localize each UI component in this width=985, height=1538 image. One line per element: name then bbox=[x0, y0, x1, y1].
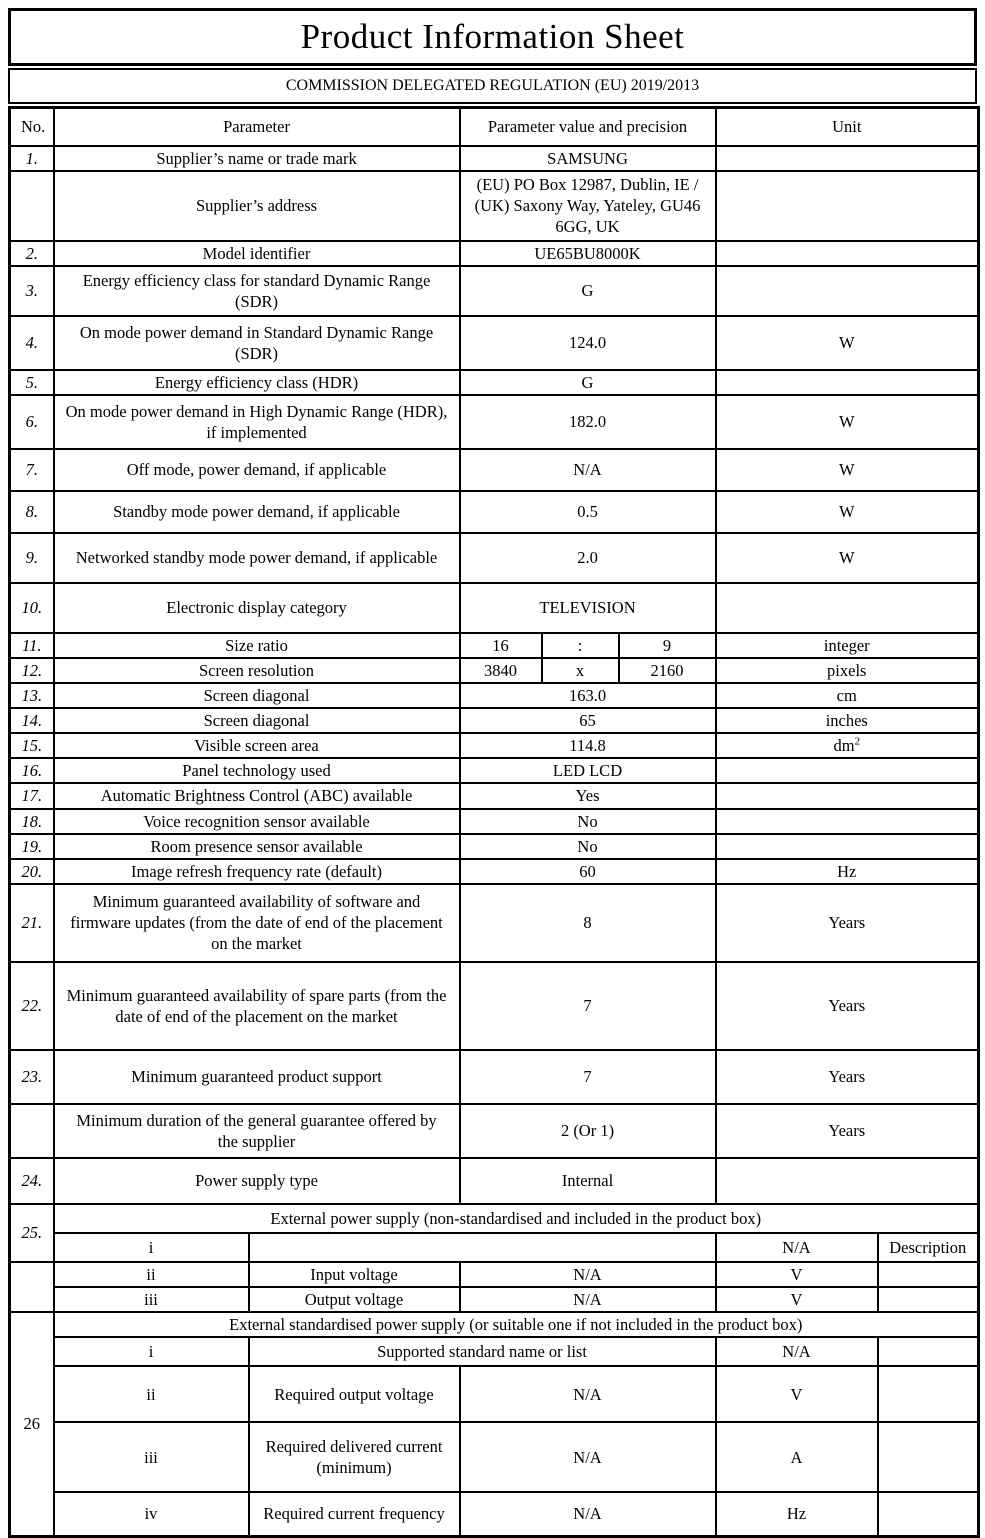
column-header-parameter: Parameter bbox=[54, 108, 460, 146]
cell-parameter: Required delivered current (minimum) bbox=[249, 1422, 460, 1492]
cell-unit bbox=[716, 758, 979, 783]
cell-unit: integer bbox=[716, 633, 979, 658]
cell-parameter: Standby mode power demand, if applicable bbox=[54, 491, 460, 533]
row-7 bbox=[10, 449, 979, 491]
cell-value: 2 (Or 1) bbox=[460, 1104, 716, 1158]
cell-description: Description bbox=[878, 1233, 979, 1262]
row-23 bbox=[10, 1050, 979, 1104]
cell-parameter: On mode power demand in High Dynamic Range (HDR), if implemented bbox=[54, 395, 460, 449]
cell-unit bbox=[716, 171, 979, 241]
cell-no: 20. bbox=[10, 859, 54, 884]
cell-value: 163.0 bbox=[460, 683, 716, 708]
row-26-header bbox=[10, 1312, 979, 1337]
cell-value: G bbox=[460, 370, 716, 395]
cell-value-b: 9 bbox=[619, 633, 716, 658]
cell-description bbox=[878, 1287, 979, 1312]
row-16 bbox=[10, 758, 979, 783]
cell-value: 60 bbox=[460, 859, 716, 884]
cell-value: 124.0 bbox=[460, 316, 716, 370]
cell-unit bbox=[716, 809, 979, 834]
cell-no bbox=[10, 171, 54, 241]
column-header-unit: Unit bbox=[716, 108, 979, 146]
cell-unit: Years bbox=[716, 962, 979, 1050]
cell-no: 11. bbox=[10, 633, 54, 658]
subtitle-box bbox=[8, 68, 977, 104]
cell-parameter: Automatic Brightness Control (ABC) available bbox=[54, 783, 460, 808]
row-17 bbox=[10, 783, 979, 808]
cell-value: 7 bbox=[460, 962, 716, 1050]
cell-parameter: Screen resolution bbox=[54, 658, 460, 683]
section-26-header: External standardised power supply (or suitable one if not included in the product box) bbox=[54, 1312, 979, 1337]
row-22 bbox=[10, 962, 979, 1050]
row-8 bbox=[10, 491, 979, 533]
cell-unit bbox=[716, 733, 979, 758]
cell-parameter: Image refresh frequency rate (default) bbox=[54, 859, 460, 884]
row-9 bbox=[10, 533, 979, 583]
cell-unit: W bbox=[716, 395, 979, 449]
cell-value: N/A bbox=[460, 449, 716, 491]
cell-unit: Hz bbox=[716, 859, 979, 884]
cell-subindex: iv bbox=[54, 1492, 249, 1536]
cell-parameter: Supplier’s address bbox=[54, 171, 460, 241]
cell-unit bbox=[716, 583, 979, 633]
row-19 bbox=[10, 834, 979, 859]
cell-parameter: Supported standard name or list bbox=[249, 1337, 716, 1366]
cell-no: 22. bbox=[10, 962, 54, 1050]
cell-no: 7. bbox=[10, 449, 54, 491]
cell-no: 4. bbox=[10, 316, 54, 370]
row-11 bbox=[10, 633, 979, 658]
cell-parameter: Minimum guaranteed product support bbox=[54, 1050, 460, 1104]
cell-value: N/A bbox=[460, 1262, 716, 1287]
column-header-value: Parameter value and precision bbox=[460, 108, 716, 146]
row-26-iv bbox=[10, 1492, 979, 1536]
cell-value: N/A bbox=[460, 1422, 716, 1492]
cell-no bbox=[10, 1262, 54, 1312]
cell-no: 23. bbox=[10, 1050, 54, 1104]
cell-unit: Years bbox=[716, 1104, 979, 1158]
cell-parameter: Off mode, power demand, if applicable bbox=[54, 449, 460, 491]
row-25-header bbox=[10, 1204, 979, 1233]
row-12 bbox=[10, 658, 979, 683]
cell-subindex: ii bbox=[54, 1262, 249, 1287]
unit-superscript: 2 bbox=[854, 735, 861, 748]
cell-parameter: Visible screen area bbox=[54, 733, 460, 758]
cell-parameter: Voice recognition sensor available bbox=[54, 809, 460, 834]
cell-value-separator: : bbox=[542, 633, 619, 658]
cell-value: SAMSUNG bbox=[460, 146, 716, 171]
regulation-subtitle: COMMISSION DELEGATED REGULATION (EU) 2019/2013 bbox=[285, 77, 700, 94]
cell-unit: W bbox=[716, 491, 979, 533]
cell-no: 1. bbox=[10, 146, 54, 171]
cell-no: 16. bbox=[10, 758, 54, 783]
cell-unit bbox=[716, 370, 979, 395]
cell-value: 182.0 bbox=[460, 395, 716, 449]
cell-unit: Years bbox=[716, 1050, 979, 1104]
cell-value: 8 bbox=[460, 884, 716, 962]
cell-parameter: Minimum duration of the general guarantee offered by the supplier bbox=[54, 1104, 460, 1158]
cell-unit: W bbox=[716, 316, 979, 370]
cell-parameter: Screen diagonal bbox=[54, 708, 460, 733]
cell-value: 0.5 bbox=[460, 491, 716, 533]
cell-no: 25. bbox=[10, 1204, 54, 1262]
cell-parameter: Supplier’s name or trade mark bbox=[54, 146, 460, 171]
cell-no: 3. bbox=[10, 266, 54, 316]
cell-value: N/A bbox=[716, 1337, 878, 1366]
cell-value-a: 16 bbox=[460, 633, 542, 658]
cell-unit: A bbox=[716, 1422, 878, 1492]
cell-description bbox=[878, 1262, 979, 1287]
row-21 bbox=[10, 884, 979, 962]
cell-parameter: Power supply type bbox=[54, 1158, 460, 1204]
cell-subindex: iii bbox=[54, 1287, 249, 1312]
row-10 bbox=[10, 583, 979, 633]
cell-unit bbox=[716, 241, 979, 266]
cell-value: UE65BU8000K bbox=[460, 241, 716, 266]
cell-value: TELEVISION bbox=[460, 583, 716, 633]
cell-no: 26 bbox=[10, 1312, 54, 1536]
row-1 bbox=[10, 146, 979, 171]
cell-unit: V bbox=[716, 1262, 878, 1287]
header-row bbox=[10, 108, 979, 146]
cell-subindex: ii bbox=[54, 1366, 249, 1422]
title-box bbox=[8, 8, 977, 66]
cell-unit: V bbox=[716, 1287, 878, 1312]
cell-parameter: Input voltage bbox=[249, 1262, 460, 1287]
row-15 bbox=[10, 733, 979, 758]
cell-parameter: Minimum guaranteed availability of software and firmware updates (from the date of end of the placement on the market bbox=[54, 884, 460, 962]
cell-unit: W bbox=[716, 449, 979, 491]
cell-parameter: Minimum guaranteed availability of spare parts (from the date of end of the placement on the market bbox=[54, 962, 460, 1050]
cell-no: 19. bbox=[10, 834, 54, 859]
row-20 bbox=[10, 859, 979, 884]
cell-description bbox=[878, 1422, 979, 1492]
cell-value-separator: x bbox=[542, 658, 619, 683]
cell-parameter: Networked standby mode power demand, if applicable bbox=[54, 533, 460, 583]
row-26-ii bbox=[10, 1366, 979, 1422]
cell-value: G bbox=[460, 266, 716, 316]
cell-parameter: Energy efficiency class (HDR) bbox=[54, 370, 460, 395]
cell-parameter: Size ratio bbox=[54, 633, 460, 658]
row-26-i bbox=[10, 1337, 979, 1366]
row-26-iii bbox=[10, 1422, 979, 1492]
cell-parameter: Required output voltage bbox=[249, 1366, 460, 1422]
cell-parameter: Room presence sensor available bbox=[54, 834, 460, 859]
cell-value: N/A bbox=[460, 1287, 716, 1312]
row-25-ii bbox=[10, 1262, 979, 1287]
cell-value: LED LCD bbox=[460, 758, 716, 783]
page-title: Product Information Sheet bbox=[300, 17, 685, 56]
cell-unit: V bbox=[716, 1366, 878, 1422]
cell-no: 21. bbox=[10, 884, 54, 962]
row-18 bbox=[10, 809, 979, 834]
row-5 bbox=[10, 370, 979, 395]
cell-value: N/A bbox=[460, 1366, 716, 1422]
cell-value: 114.8 bbox=[460, 733, 716, 758]
row-2 bbox=[10, 241, 979, 266]
cell-unit bbox=[716, 834, 979, 859]
cell-unit: W bbox=[716, 533, 979, 583]
cell-parameter: Panel technology used bbox=[54, 758, 460, 783]
cell-parameter: Required current frequency bbox=[249, 1492, 460, 1536]
product-info-table bbox=[8, 106, 980, 1538]
cell-parameter: Electronic display category bbox=[54, 583, 460, 633]
cell-unit: cm bbox=[716, 683, 979, 708]
cell-no: 12. bbox=[10, 658, 54, 683]
cell-unit bbox=[716, 1158, 979, 1204]
cell-subindex: iii bbox=[54, 1422, 249, 1492]
cell-no: 9. bbox=[10, 533, 54, 583]
unit-text: dm bbox=[833, 736, 855, 756]
cell-parameter: Output voltage bbox=[249, 1287, 460, 1312]
row-14 bbox=[10, 708, 979, 733]
row-4 bbox=[10, 316, 979, 370]
cell-no: 24. bbox=[10, 1158, 54, 1204]
cell-parameter: On mode power demand in Standard Dynamic Range (SDR) bbox=[54, 316, 460, 370]
cell-no: 2. bbox=[10, 241, 54, 266]
cell-no: 17. bbox=[10, 783, 54, 808]
cell-description bbox=[878, 1337, 979, 1366]
cell-value: Internal bbox=[460, 1158, 716, 1204]
cell-subindex: i bbox=[54, 1337, 249, 1366]
cell-parameter: Model identifier bbox=[54, 241, 460, 266]
cell-value: No bbox=[460, 834, 716, 859]
cell-value-b: 2160 bbox=[619, 658, 716, 683]
cell-value: (EU) PO Box 12987, Dublin, IE / (UK) Saxony Way, Yateley, GU46 6GG, UK bbox=[460, 171, 716, 241]
cell-unit bbox=[716, 783, 979, 808]
section-25-header: External power supply (non-standardised and included in the product box) bbox=[54, 1204, 979, 1233]
cell-no: 6. bbox=[10, 395, 54, 449]
row-3 bbox=[10, 266, 979, 316]
cell-value: Yes bbox=[460, 783, 716, 808]
cell-unit bbox=[716, 266, 979, 316]
cell-value: N/A bbox=[460, 1492, 716, 1536]
column-header-no: No. bbox=[10, 108, 54, 146]
cell-no: 18. bbox=[10, 809, 54, 834]
cell-unit: Years bbox=[716, 884, 979, 962]
row-supplier-address bbox=[10, 171, 979, 241]
cell-parameter bbox=[249, 1233, 716, 1262]
cell-subindex: i bbox=[54, 1233, 249, 1262]
cell-description bbox=[878, 1492, 979, 1536]
cell-no: 15. bbox=[10, 733, 54, 758]
row-6 bbox=[10, 395, 979, 449]
cell-value: N/A bbox=[716, 1233, 878, 1262]
cell-no: 10. bbox=[10, 583, 54, 633]
cell-value: 65 bbox=[460, 708, 716, 733]
cell-no: 5. bbox=[10, 370, 54, 395]
cell-no bbox=[10, 1104, 54, 1158]
cell-value: No bbox=[460, 809, 716, 834]
cell-value: 7 bbox=[460, 1050, 716, 1104]
cell-parameter: Screen diagonal bbox=[54, 683, 460, 708]
row-13 bbox=[10, 683, 979, 708]
cell-unit bbox=[716, 146, 979, 171]
row-25-iii bbox=[10, 1287, 979, 1312]
cell-value-a: 3840 bbox=[460, 658, 542, 683]
cell-unit: inches bbox=[716, 708, 979, 733]
cell-unit: pixels bbox=[716, 658, 979, 683]
cell-value: 2.0 bbox=[460, 533, 716, 583]
row-25-i bbox=[10, 1233, 979, 1262]
cell-no: 8. bbox=[10, 491, 54, 533]
cell-no: 14. bbox=[10, 708, 54, 733]
row-guarantee bbox=[10, 1104, 979, 1158]
cell-no: 13. bbox=[10, 683, 54, 708]
cell-unit: Hz bbox=[716, 1492, 878, 1536]
row-24 bbox=[10, 1158, 979, 1204]
cell-parameter: Energy efficiency class for standard Dynamic Range (SDR) bbox=[54, 266, 460, 316]
cell-description bbox=[878, 1366, 979, 1422]
